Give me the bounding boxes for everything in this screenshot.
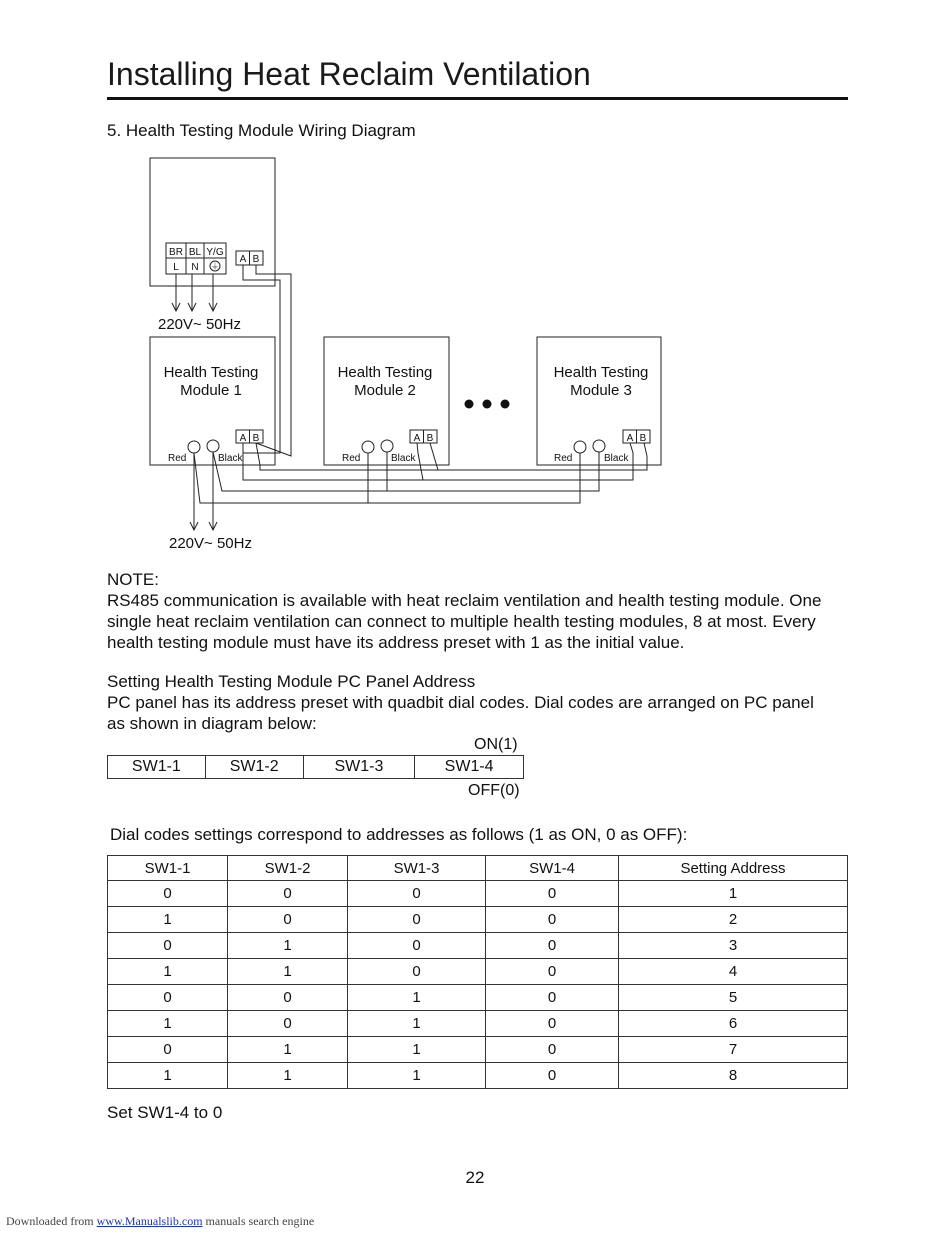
switch-cell: SW1-4	[415, 756, 524, 779]
table-cell: 0	[108, 985, 228, 1011]
table-cell: 0	[486, 985, 619, 1011]
module-3-subtitle: Module 3	[570, 382, 632, 399]
module-2-black-terminal	[381, 440, 393, 452]
title-divider	[107, 97, 848, 100]
column-header: SW1-3	[348, 856, 486, 881]
ellipsis-dot	[501, 400, 510, 409]
download-footer	[6, 1214, 314, 1229]
ellipsis-dot	[465, 400, 474, 409]
table-cell: 1	[348, 1037, 486, 1063]
module-2-b-label: B	[426, 433, 434, 444]
comm-wire-a	[243, 265, 280, 453]
module-1-subtitle: Module 1	[180, 382, 242, 399]
table-row	[108, 1063, 848, 1089]
table-row	[108, 907, 848, 933]
table-cell: 3	[619, 933, 848, 959]
module-3-red-label: Red	[554, 453, 573, 464]
module-3-a-label: A	[626, 433, 634, 444]
table-row	[108, 959, 848, 985]
section-heading: 5. Health Testing Module Wiring Diagram	[107, 121, 416, 140]
setting-line-1: PC panel has its address preset with quadbit dial codes. Dial codes are arranged on PC panel	[107, 693, 814, 712]
ground-symbol-icon: ⏚	[211, 262, 219, 271]
note-line-1: RS485 communication is available with heat reclaim ventilation and health testing module. One	[107, 591, 822, 610]
table-cell: 1	[108, 907, 228, 933]
table-cell: 0	[108, 1037, 228, 1063]
table-cell: 1	[108, 1063, 228, 1089]
power-label-bottom: 220V~ 50Hz	[169, 535, 252, 552]
table-cell: 1	[228, 933, 348, 959]
unit-b-label: B	[252, 254, 260, 265]
table-row	[108, 933, 848, 959]
column-header: SW1-4	[486, 856, 619, 881]
table-cell: 0	[228, 1011, 348, 1037]
table-cell: 1	[108, 959, 228, 985]
table-cell: 1	[228, 1037, 348, 1063]
module-1-red-terminal	[188, 441, 200, 453]
table-cell: 0	[228, 881, 348, 907]
footer-prefix: Downloaded from	[6, 1214, 97, 1228]
column-header: Setting Address	[619, 856, 848, 881]
table-row	[108, 1011, 848, 1037]
table-cell: 0	[228, 985, 348, 1011]
table-cell: 1	[228, 959, 348, 985]
module-1-b-label: B	[252, 433, 260, 444]
table-cell: 0	[348, 959, 486, 985]
table-cell: 0	[486, 1011, 619, 1037]
switch-cell: SW1-1	[108, 756, 206, 779]
table-cell: 1	[348, 985, 486, 1011]
closing-note: Set SW1-4 to 0	[107, 1103, 223, 1122]
table-cell: 0	[108, 881, 228, 907]
switch-cell: SW1-3	[303, 756, 415, 779]
address-table	[107, 855, 848, 1089]
module-3-black-terminal	[593, 440, 605, 452]
page-number: 22	[465, 1168, 485, 1187]
table-cell: 0	[108, 933, 228, 959]
column-header: SW1-2	[228, 856, 348, 881]
table-cell: 0	[486, 1063, 619, 1089]
module-2-a-label: A	[413, 433, 421, 444]
table-cell: 0	[486, 1037, 619, 1063]
terminal-l-label: L	[173, 262, 179, 273]
power-label-top: 220V~ 50Hz	[158, 316, 241, 333]
table-cell: 5	[619, 985, 848, 1011]
module-3-box	[537, 337, 661, 465]
switch-cell: SW1-2	[205, 756, 303, 779]
module-1-title: Health Testing	[163, 364, 259, 381]
table-cell: 1	[348, 1063, 486, 1089]
module-1-black-terminal	[207, 440, 219, 452]
module-3-b-label: B	[639, 433, 647, 444]
dial-switch-layout	[107, 755, 524, 779]
ellipsis-dot	[483, 400, 492, 409]
table-cell: 0	[486, 881, 619, 907]
module-3-red-terminal	[574, 441, 586, 453]
manualslib-link[interactable]: www.Manualslib.com	[96, 1214, 203, 1228]
terminal-br-label: BR	[169, 247, 183, 258]
table-cell: 0	[348, 881, 486, 907]
table-header-row	[108, 856, 848, 881]
table-row	[108, 1037, 848, 1063]
note-heading: NOTE:	[107, 570, 159, 589]
table-cell: 2	[619, 907, 848, 933]
address-table-caption: Dial codes settings correspond to addresses as follows (1 as ON, 0 as OFF):	[110, 825, 688, 844]
off-label: OFF(0)	[468, 782, 520, 799]
note-line-2: single heat reclaim ventilation can connect to multiple health testing modules, 8 at most. Every	[107, 612, 816, 631]
module-1-red-label: Red	[168, 453, 187, 464]
table-cell: 6	[619, 1011, 848, 1037]
module-2-red-label: Red	[342, 453, 361, 464]
table-cell: 1	[108, 1011, 228, 1037]
module-3-title: Health Testing	[553, 364, 649, 381]
table-row	[108, 881, 848, 907]
terminal-yg-label: Y/G	[206, 247, 224, 258]
terminal-bl-label: BL	[188, 247, 202, 258]
note-line-3: health testing module must have its address preset with 1 as the initial value.	[107, 633, 685, 652]
module-1-a-label: A	[239, 433, 247, 444]
table-cell: 0	[486, 933, 619, 959]
unit-a-label: A	[239, 254, 247, 265]
wiring-diagram	[140, 150, 680, 560]
table-cell: 0	[486, 907, 619, 933]
module-2-box	[324, 337, 449, 465]
setting-line-2: as shown in diagram below:	[107, 714, 317, 733]
table-cell: 0	[348, 907, 486, 933]
table-cell: 7	[619, 1037, 848, 1063]
setting-heading: Setting Health Testing Module PC Panel Address	[107, 672, 476, 691]
bus-wire-a-ext	[423, 443, 633, 480]
module-3-black-label: Black	[604, 453, 629, 464]
on-label: ON(1)	[474, 736, 518, 753]
table-cell: 0	[486, 959, 619, 985]
table-cell: 1	[348, 1011, 486, 1037]
footer-suffix: manuals search engine	[202, 1214, 315, 1228]
column-header: SW1-1	[108, 856, 228, 881]
table-cell: 1	[619, 881, 848, 907]
table-row	[108, 985, 848, 1011]
table-cell: 0	[228, 907, 348, 933]
module-2-black-label: Black	[391, 453, 416, 464]
module-2-red-terminal	[362, 441, 374, 453]
table-cell: 4	[619, 959, 848, 985]
module-2-title: Health Testing	[337, 364, 433, 381]
page-title: Installing Heat Reclaim Ventilation	[107, 56, 591, 92]
comm-wire-b	[256, 265, 291, 456]
table-cell: 0	[348, 933, 486, 959]
table-cell: 1	[228, 1063, 348, 1089]
module-1-black-label: Black	[218, 453, 243, 464]
terminal-n-label: N	[191, 262, 199, 273]
table-cell: 8	[619, 1063, 848, 1089]
module-2-subtitle: Module 2	[354, 382, 416, 399]
